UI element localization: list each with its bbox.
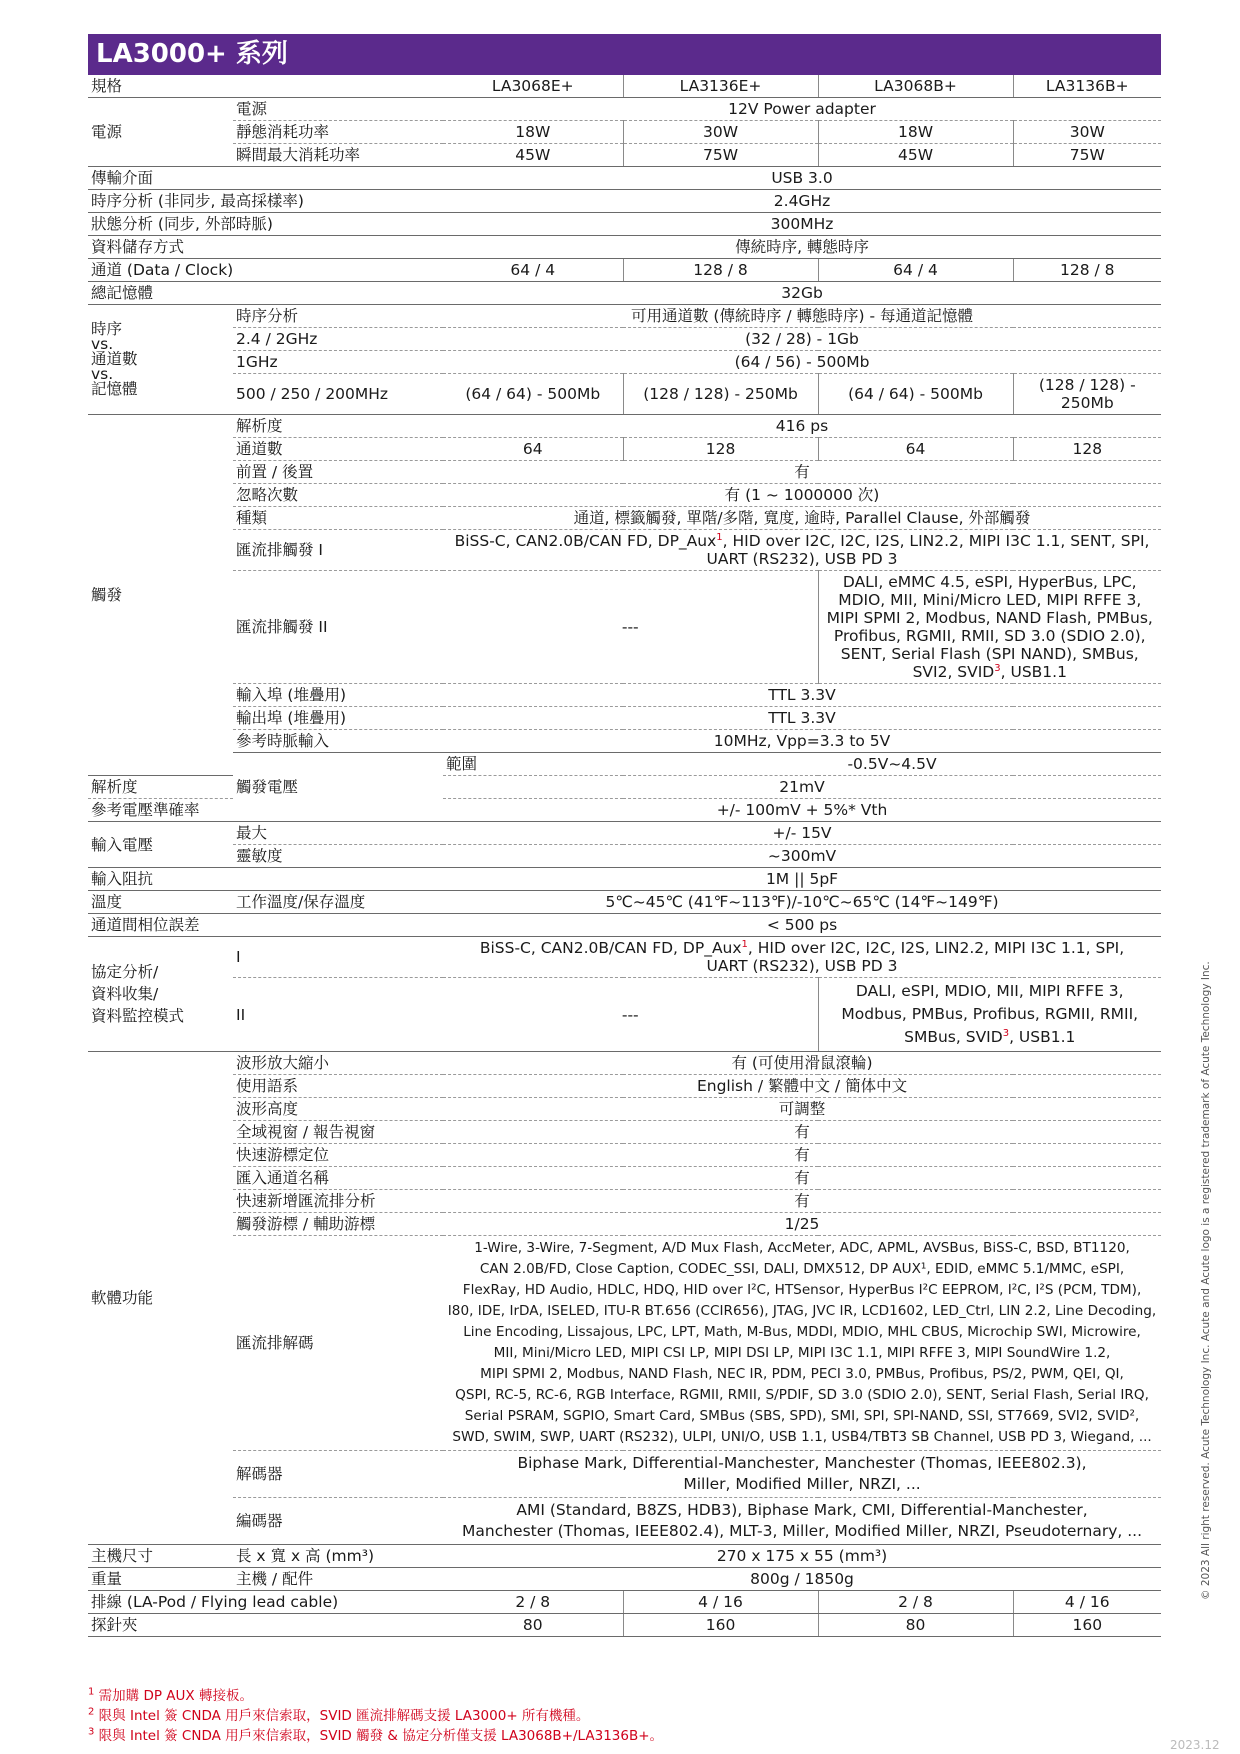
footnote [88,1686,1088,1706]
table-row [88,351,1161,374]
value-text: Miller, Modified Miller, NRZI, ... [683,1475,921,1493]
row-value [443,530,1161,571]
table-row [88,571,1161,684]
row-label: 參考電壓準確率 [88,799,233,822]
row-value: 64 / 4 [443,259,623,282]
row-label: 使用語系 [233,1075,443,1098]
row-value: +/- 100mV + 5%* Vth [443,799,1161,822]
category-line: 時序 [91,320,123,338]
row-label: 總記憶體 [88,282,443,305]
decode-line: I80, IDE, IrDA, ISELED, ITU-R BT.656 (CCIR656), JTAG, JVC IR, LCD1602, LED_Ctrl, LIN 2.2, Line Decoding, [447,1303,1157,1319]
value-text: , HID over I2C, I2C, I2S, LIN2.2, MIPI I3C 1.1, SPI, [747,939,1125,957]
row-label: 波形高度 [233,1098,443,1121]
decode-line: 1-Wire, 3-Wire, 7-Segment, A/D Mux Flash, AccMeter, ADC, APML, AVSBus, BiSS-C, BSD, BT1120, [474,1240,1130,1256]
row-label: 瞬間最大消耗功率 [233,144,443,167]
row-value: (128 / 128) - 250Mb [623,374,818,415]
row-value: 有 (可使用滑鼠滾輪) [443,1052,1161,1075]
category-line: vs. [91,335,114,353]
row-value [443,1498,1161,1545]
row-label: 時序分析 (非同步, 最高採樣率) [88,190,443,213]
row-label: 輸出埠 (堆疊用) [233,707,443,730]
row-value: English / 繁體中文 / 簡体中文 [443,1075,1161,1098]
value-text: SVI2, SVID [912,663,995,681]
table-row [88,1052,1161,1075]
row-value: 128 [1013,438,1161,461]
table-row [88,282,1161,305]
table-row [88,845,1161,868]
table-row [88,978,1161,1052]
category-label: 電源 [88,98,233,167]
table-row [88,914,1161,937]
row-value: 80 [443,1614,623,1637]
model-header: LA3136B+ [1013,75,1161,98]
row-value: -0.5V~4.5V [623,753,1161,776]
table-row [88,730,1161,753]
row-label: 匯入通道名稱 [233,1167,443,1190]
decode-line: MIPI SPMI 2, Modbus, NAND Flash, NEC IR, PDM, PECI 3.0, PMBus, Profibus, PS/2, PWM, QEI, QI, [480,1366,1124,1382]
spec-table [88,75,1161,1637]
row-value: TTL 3.3V [443,684,1161,707]
row-value: 18W [818,121,1013,144]
category-label [88,937,233,1052]
table-row [88,213,1161,236]
row-value: 270 x 175 x 55 (mm³) [443,1545,1161,1568]
table-row [88,530,1161,571]
row-label: 觸發游標 / 輔助游標 [233,1213,443,1236]
row-value: (64 / 64) - 500Mb [818,374,1013,415]
footnote-text: 限與 Intel 簽 CNDA 用戶來信索取，SVID 匯流排解碼支援 LA3000+ 所有機種。 [98,1708,590,1724]
model-header: LA3068E+ [443,75,623,98]
category-line: 通道數 [91,350,138,368]
row-label: 解析度 [88,776,233,799]
row-value: --- [443,978,818,1052]
decode-line: FlexRay, HD Audio, HDLC, HDQ, HID over I²C, HTSensor, HyperBus I²C EEPROM, I²C, I²S (PCM, TDM), [462,1282,1142,1298]
table-row [88,1236,1161,1451]
row-value: ~300mV [443,845,1161,868]
row-value: 64 [818,438,1013,461]
value-text: SMBus, SVID [904,1028,1003,1046]
table-row [88,259,1161,282]
row-value: 416 ps [443,415,1161,438]
row-label: 輸入埠 (堆疊用) [233,684,443,707]
row-label: 最大 [233,822,443,845]
model-header: LA3068B+ [818,75,1013,98]
category-label: 觸發電壓 [233,753,443,822]
value-text: DALI, eMMC 4.5, eSPI, HyperBus, LPC, [842,573,1137,591]
row-value: TTL 3.3V [443,707,1161,730]
row-label: II [233,978,443,1052]
row-label: 探針夾 [88,1614,443,1637]
decode-list [443,1236,1161,1451]
row-label: 編碼器 [233,1498,443,1545]
category-label: 輸入電壓 [88,822,233,868]
row-value: +/- 15V [443,822,1161,845]
footnote-marker: 3 [1002,1027,1010,1039]
row-label: 通道間相位誤差 [88,914,443,937]
row-label: 忽略次數 [233,484,443,507]
category-line: vs. [91,365,114,383]
value-text: Manchester (Thomas, IEEE802.4), MLT-3, Miller, Modified Miller, NRZI, Pseudoternary, ... [462,1522,1143,1540]
row-value: 30W [1013,121,1161,144]
footnotes [88,1686,1088,1746]
row-value: 通道, 標籤觸發, 單階/多階, 寬度, 逾時, Parallel Clause, 外部觸發 [443,507,1161,530]
table-row [88,121,1161,144]
table-row [88,1545,1161,1568]
row-value: 4 / 16 [1013,1591,1161,1614]
table-row [88,167,1161,190]
row-label: 範圍 [443,753,623,776]
table-row [88,1190,1161,1213]
row-value: USB 3.0 [443,167,1161,190]
row-value: 128 / 8 [1013,259,1161,282]
table-row [88,1098,1161,1121]
row-value: (32 / 28) - 1Gb [443,328,1161,351]
row-label: 輸入阻抗 [88,868,443,891]
row-value: 10MHz, Vpp=3.3 to 5V [443,730,1161,753]
value-text: SENT, Serial Flash (SPI NAND), SMBus, [840,645,1139,663]
row-label: 快速新增匯流排分析 [233,1190,443,1213]
row-value: 2.4GHz [443,190,1161,213]
row-value: 有 [443,1144,1161,1167]
row-value: 32Gb [443,282,1161,305]
spec-label: 規格 [88,75,443,98]
table-row [88,1591,1161,1614]
table-row [88,507,1161,530]
category-label [88,305,233,415]
value-text: MDIO, MII, Mini/Micro LED, MIPI RFFE 3, [838,591,1142,609]
row-value: 45W [443,144,623,167]
row-value: 可調整 [443,1098,1161,1121]
row-label: 1GHz [233,351,443,374]
value-text: , USB1.1 [1000,663,1067,681]
row-value: 4 / 16 [623,1591,818,1614]
value-text: UART (RS232), USB PD 3 [706,550,898,568]
category-line: 記憶體 [91,380,138,398]
table-row [88,753,1161,776]
table-row [88,305,1161,328]
row-label: 快速游標定位 [233,1144,443,1167]
row-value: 12V Power adapter [443,98,1161,121]
table-row [88,937,1161,978]
row-sublabel: 長 x 寬 x 高 (mm³) [233,1545,443,1568]
table-row [88,1075,1161,1098]
row-value: 75W [1013,144,1161,167]
row-value: 160 [623,1614,818,1637]
row-label: 狀態分析 (同步, 外部時脈) [88,213,443,236]
table-row [88,190,1161,213]
table-row [88,1167,1161,1190]
row-value: 80 [818,1614,1013,1637]
row-sublabel: 主機 / 配件 [233,1568,443,1591]
row-value: 有 [443,1167,1161,1190]
row-label: 主機尺寸 [88,1545,233,1568]
row-label: 匯流排觸發 I [233,530,443,571]
table-row [88,144,1161,167]
row-value: 128 / 8 [623,259,818,282]
row-label: 通道數 [233,438,443,461]
row-value: 128 [623,438,818,461]
model-header: LA3136E+ [623,75,818,98]
category-line: 資料監控模式 [91,1007,185,1025]
footnote-marker: 1 [741,938,748,950]
row-label: 電源 [233,98,443,121]
row-value: 2 / 8 [818,1591,1013,1614]
decode-line: SWD, SWIM, SWP, UART (RS232), ULPI, UNI/O, USB 1.1, USB4/TBT3 SB Channel, USB PD 3, Wiegand, ... [452,1429,1152,1445]
row-value: 有 [443,461,1161,484]
footnote [88,1706,1088,1726]
decode-line: MII, Mini/Micro LED, MIPI CSI LP, MIPI DSI LP, MIPI I3C 1.1, MIPI RFFE 3, MIPI SoundWire 1.2, [493,1345,1111,1361]
row-label: 通道 (Data / Clock) [88,259,443,282]
row-label: 參考時脈輸入 [233,730,443,753]
row-value: (64 / 64) - 500Mb [443,374,623,415]
table-row [88,684,1161,707]
row-label: 重量 [88,1568,233,1591]
table-row [88,415,1161,438]
table-row [88,98,1161,121]
table-row [88,438,1161,461]
decode-line: Serial PSRAM, SGPIO, Smart Card, SMBus (SBS, SPD), SMI, SPI, SPI-NAND, SSI, ST7669, SVI2, SVID², [464,1408,1140,1424]
value-text: BiSS-C, CAN2.0B/CAN FD, DP_Aux [479,939,742,957]
row-value [443,937,1161,978]
value-text: Profibus, RGMII, RMII, SD 3.0 (SDIO 2.0), [833,627,1146,645]
table-row [88,707,1161,730]
row-label: 傳輸介面 [88,167,443,190]
footnote [88,1726,1088,1746]
footnote-marker: 3 [994,662,1001,674]
table-row [88,1498,1161,1545]
value-text: , USB1.1 [1009,1028,1076,1046]
footnote-number: 3 [88,1726,95,1738]
row-value: 有 (1 ~ 1000000 次) [443,484,1161,507]
value-text: Modbus, PMBus, Profibus, RGMII, RMII, [841,1005,1139,1023]
row-label: 時序分析 [233,305,443,328]
row-label: 溫度 [88,891,233,914]
category-line: 協定分析/ [91,963,159,981]
row-value: 21mV [443,776,1161,799]
row-sublabel: 工作溫度/保存溫度 [233,891,443,914]
footnote-marker: 1 [716,531,723,543]
row-value: 1/25 [443,1213,1161,1236]
row-value: 30W [623,121,818,144]
category-line: 資料收集/ [91,985,159,1003]
row-label: 靈敏度 [233,845,443,868]
row-label: 資料儲存方式 [88,236,443,259]
row-label: 匯流排解碼 [233,1236,443,1451]
value-text: DALI, eSPI, MDIO, MII, MIPI RFFE 3, [855,982,1124,1000]
row-label: 靜態消耗功率 [233,121,443,144]
row-value: 2 / 8 [443,1591,623,1614]
row-label: 匯流排觸發 II [233,571,443,684]
table-row [88,822,1161,845]
document-date: 2023.12 [1170,1738,1220,1752]
value-text: , HID over I2C, I2C, I2S, LIN2.2, MIPI I3C 1.1, SENT, SPI, [722,532,1150,550]
footnote-text: 限與 Intel 簽 CNDA 用戶來信索取，SVID 觸發 & 協定分析僅支援 LA3068B+/LA3136B+。 [98,1728,664,1744]
row-label: 解碼器 [233,1451,443,1498]
row-label: 500 / 250 / 200MHz [233,374,443,415]
table-row [88,328,1161,351]
category-label: 軟體功能 [88,1052,233,1545]
footnote-text: 需加購 DP AUX 轉接板。 [98,1688,253,1704]
table-row [88,1213,1161,1236]
row-label: 解析度 [233,415,443,438]
row-value: 64 / 4 [818,259,1013,282]
row-value: 45W [818,144,1013,167]
decode-line: Line Encoding, Lissajous, LPC, LPT, Math, M-Bus, MDDI, MDIO, MHL CBUS, Microchip SWI, Microwire, [463,1324,1141,1340]
row-value [818,978,1161,1052]
table-row [88,461,1161,484]
row-value: 800g / 1850g [443,1568,1161,1591]
row-value: < 500 ps [443,914,1161,937]
row-label: 種類 [233,507,443,530]
category-label: 觸發 [88,415,233,776]
row-label: 波形放大縮小 [233,1052,443,1075]
table-row [88,891,1161,914]
table-row [88,374,1161,415]
table-row [88,1568,1161,1591]
row-label: I [233,937,443,978]
row-value: 有 [443,1190,1161,1213]
row-label: 前置 / 後置 [233,461,443,484]
row-value: 18W [443,121,623,144]
value-text: MIPI SPMI 2, Modbus, NAND Flash, PMBus, [826,609,1153,627]
row-value [818,571,1161,684]
value-text: AMI (Standard, B8ZS, HDB3), Biphase Mark, CMI, Differential-Manchester, [516,1501,1088,1519]
table-header-row [88,75,1161,98]
row-value [443,1451,1161,1498]
value-text: BiSS-C, CAN2.0B/CAN FD, DP_Aux [454,532,717,550]
row-value: (64 / 56) - 500Mb [443,351,1161,374]
row-value: 160 [1013,1614,1161,1637]
row-value: 64 [443,438,623,461]
table-row [88,1451,1161,1498]
row-value: 1M || 5pF [443,868,1161,891]
row-value: (128 / 128) - 250Mb [1013,374,1161,415]
row-value: 可用通道數 (傳統時序 / 轉態時序) - 每通道記憶體 [443,305,1161,328]
footnote-number: 2 [88,1706,95,1718]
row-label: 排線 (LA-Pod / Flying lead cable) [88,1591,443,1614]
value-text: UART (RS232), USB PD 3 [706,957,898,975]
row-value: 75W [623,144,818,167]
page-title: LA3000+ 系列 [88,34,1161,75]
table-row [88,868,1161,891]
row-value: 300MHz [443,213,1161,236]
row-value: 傳統時序, 轉態時序 [443,236,1161,259]
table-row [88,484,1161,507]
copyright-notice: © 2023 All right reserved. Acute Technology Inc. Acute and Acute logo is a registered trademark of Acute Technology Inc. [1200,961,1212,1600]
value-text: Biphase Mark, Differential-Manchester, Manchester (Thomas, IEEE802.3), [517,1454,1087,1472]
row-label: 2.4 / 2GHz [233,328,443,351]
row-value: 有 [443,1121,1161,1144]
row-value: 5℃~45℃ (41℉~113℉)/-10℃~65℃ (14℉~149℉) [443,891,1161,914]
row-value: --- [443,571,818,684]
table-row [88,236,1161,259]
row-label: 全域視窗 / 報告視窗 [233,1121,443,1144]
table-row [88,1144,1161,1167]
decode-line: CAN 2.0B/FD, Close Caption, CODEC_SSI, DALI, DMX512, DP AUX¹, EDID, eMMC 5.1/MMC, eSPI, [479,1261,1125,1277]
table-row [88,1121,1161,1144]
table-row [88,1614,1161,1637]
decode-line: QSPI, RC-5, RC-6, RGB Interface, RGMII, RMII, S/PDIF, SD 3.0 (SDIO 2.0), SENT, Serial Flash, Serial IRQ, [455,1387,1149,1403]
footnote-number: 1 [88,1686,95,1698]
